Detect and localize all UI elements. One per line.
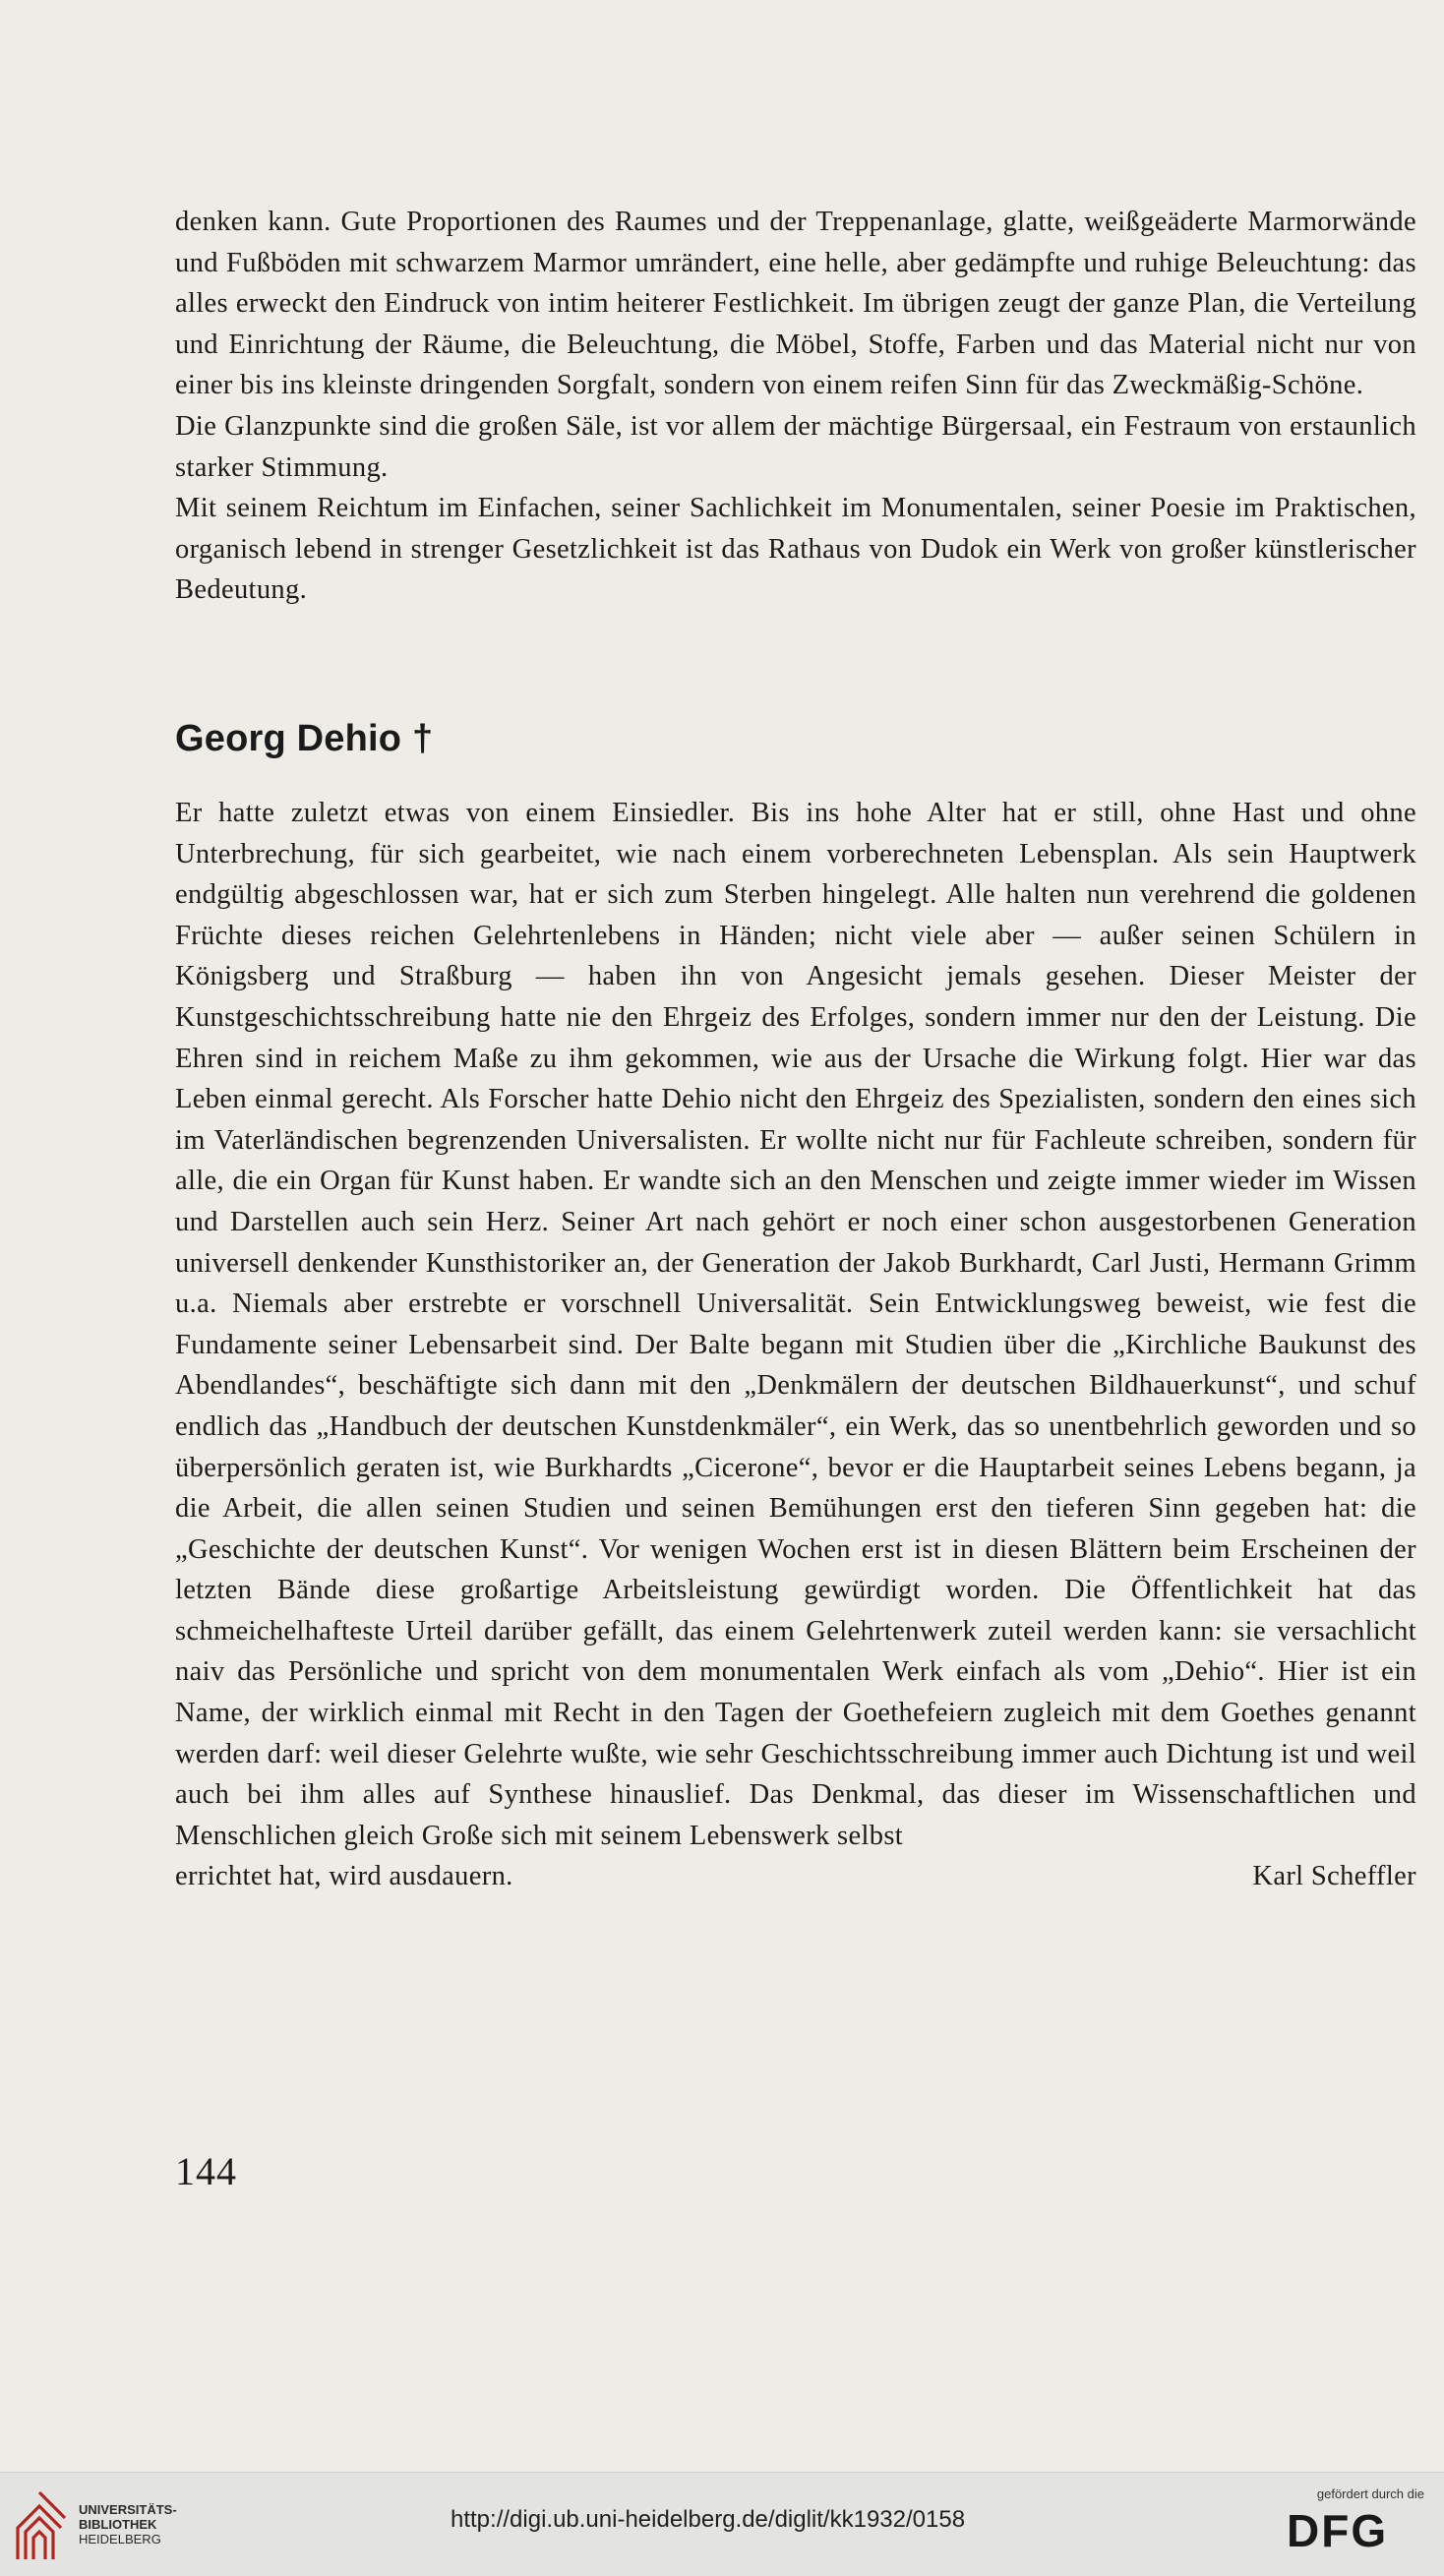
intro-paragraph: denken kann. Gute Proportionen des Raumes und der Treppenanlage, glatte, weißgeäderte Marmorwände und Fußböden mit schwarzem Marmor umrändert, eine helle, aber gedämpfte und ruhige Beleuchtung: das alles erweckt den Eindruck von intim heiterer Festlichkeit. Im übrigen zeugt der ganze Plan, die Verteilung und Einrichtung der Räume, die Beleuchtung, die Möbel, Stoffe, Farben und das Material nicht nur von einer bis ins kleinste dringenden Sorgfalt, sondern von einem reifen Sinn für das Zweckmäßig-Schöne.	[175, 207, 1416, 401]
university-library-logo-icon	[14, 2490, 67, 2561]
intro-text	[175, 202, 1416, 611]
dfg-logo-icon	[1287, 2507, 1424, 2552]
source-url-link[interactable]: http://digi.ub.uni-heidelberg.de/diglit/kk1932/0158	[451, 2506, 966, 2533]
library-name	[79, 2502, 177, 2546]
intro-paragraph: Die Glanzpunkte sind die großen Säle, ist vor allem der mächtige Bürgersaal, ein Festraum von erstaunlich starker Stimmung.	[175, 410, 1416, 483]
funded-label: gefördert durch die	[1316, 2486, 1424, 2501]
library-name-line: UNIVERSITÄTS-	[79, 2502, 177, 2517]
funding-notice	[1277, 2486, 1424, 2552]
intro-paragraph: Mit seinem Reichtum im Einfachen, seiner Sachlichkeit im Monumentalen, seiner Poesie im Praktischen, organisch lebend in strenger Gesetzlichkeit ist das Rathaus von Dudok ein Werk von großer künstlerischer Bedeutung.	[175, 493, 1416, 606]
library-name-line: BIBLIOTHEK	[79, 2517, 157, 2532]
closing-line	[175, 1856, 1416, 1897]
page-number: 144	[175, 2149, 237, 2193]
author-signature: Karl Scheffler	[1252, 1861, 1416, 1892]
article-body	[175, 793, 1416, 1897]
article-paragraph: Er hatte zuletzt etwas von einem Einsiedler. Bis ins hohe Alter hat er still, ohne Hast und ohne Unterbrechung, für sich gearbeitet, wie nach einem vorberechneten Lebensplan. Als sein Hauptwerk endgültig abgeschlossen war, hat er sich zum Sterben hingelegt. Alle halten nun verehrend die goldenen Früchte dieses reichen Gelehrtenlebens in Händen; nicht viele aber — außer seinen Schülern in Königsberg und Straßburg — haben ihn von Angesicht jemals gesehen. Dieser Meister der Kunstgeschichtsschreibung hatte nie den Ehrgeiz des Erfolges, sondern immer nur den der Leistung. Die Ehren sind in reichem Maße zu ihm gekommen, wie aus der Ursache die Wirkung folgt. Hier war das Leben einmal gerecht. Als Forscher hatte Dehio nicht den Ehrgeiz des Spezialisten, sondern den eines sich im Vaterländischen begrenzenden Universalisten. Er wollte nicht nur für Fachleute schreiben, sondern für alle, die ein Organ für Kunst haben. Er wandte sich an den Menschen und zeigte immer wieder im Wissen und Darstellen auch sein Herz. Seiner Art nach gehört er noch einer schon ausgestorbenen Generation universell denkender Kunsthistoriker an, der Generation der Jakob Burkhardt, Carl Justi, Hermann Grimm u.a. Niemals aber erstrebte er vorschnell Universalität. Sein Entwicklungsweg beweist, wie fest die Fundamente seiner Lebensarbeit sind. Der Balte begann mit Studien über die „Kirchliche Baukunst des Abendlandes“, beschäftigte sich dann mit den „Denkmälern der deutschen Bildhauerkunst“, und schuf endlich das „Handbuch der deutschen Kunstdenkmäler“, ein Werk, das so unentbehrlich geworden und so überpersönlich geraten ist, wie Burkhardts „Cicerone“, bevor er die Hauptarbeit seines Lebens begann, ja die Arbeit, die allen seinen Studien und seinen Bemühungen erst den tieferen Sinn gegeben hat: die „Geschichte der deutschen Kunst“. Vor wenigen Wochen erst ist in diesen Blättern beim Erscheinen der letzten Bände diese großartige Arbeitsleistung gewürdigt worden. Die Öffentlichkeit hat das schmeichelhafteste Urteil darüber gefällt, das einem Gelehrtenwerk zuteil werden kann: sie versachlicht naiv das Persönliche und spricht von dem monumentalen Werk einfach als vom „Dehio“. Hier ist ein Name, der wirklich einmal mit Recht in den Tagen der Goethefeiern zugleich mit dem Goethes genannt werden darf: weil dieser Gelehrte wußte, wie sehr Geschichtsschreibung immer auch Dichtung ist und weil auch bei ihm alles auf Synthese hinauslief. Das Denkmal, das dieser im Wissenschaftlichen und Menschlichen gleich Große sich mit seinem Lebenswerk selbst	[175, 798, 1416, 1851]
closing-text: errichtet hat, wird ausdauern.	[175, 1861, 513, 1892]
footer-bar	[0, 2472, 1444, 2576]
article-heading: Georg Dehio †	[175, 718, 434, 759]
library-name-line: HEIDELBERG	[79, 2532, 161, 2546]
svg-text:DFG: DFG	[1287, 2507, 1389, 2552]
